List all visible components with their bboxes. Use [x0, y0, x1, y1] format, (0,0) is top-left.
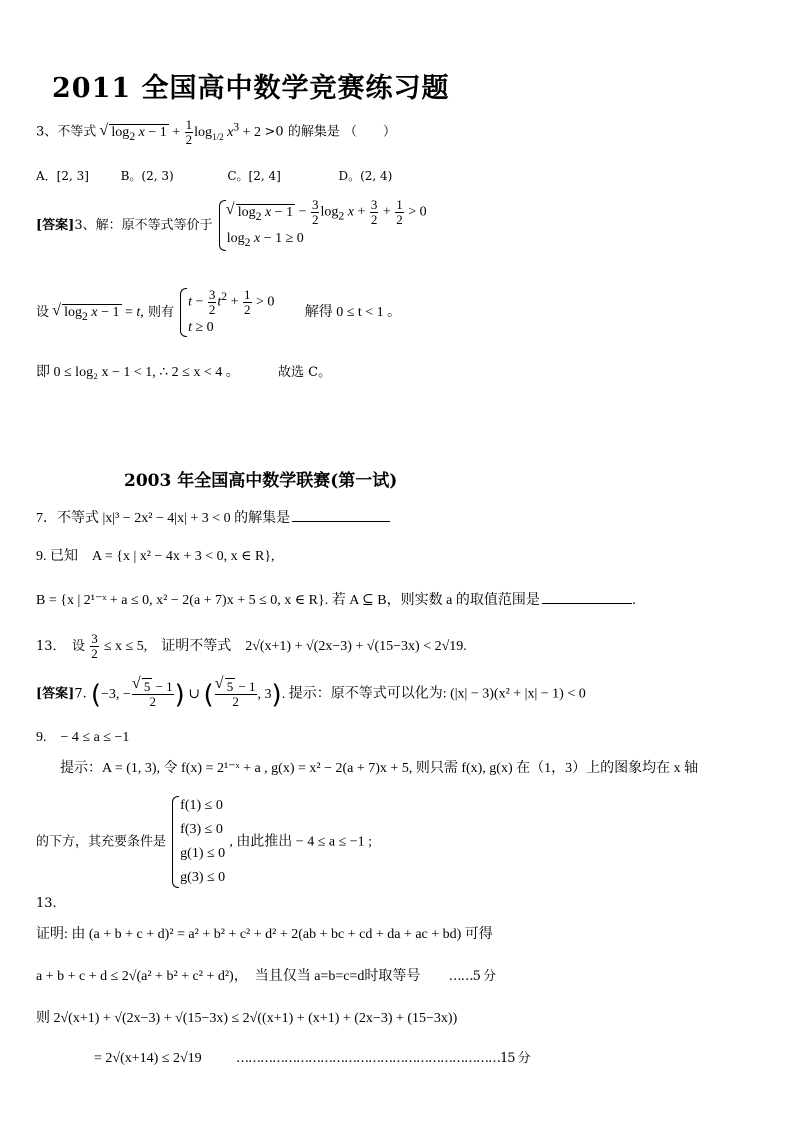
question-9-line2: B = {x | 2¹⁻ˣ + a ≤ 0, x² − 2(a + 7)x + 5 ≤ 0, x ∈ R}. 若 A ⊆ B，则实数 a 的取值范围是 . [36, 593, 636, 608]
question-13-text: ≤ x ≤ 5, 证明不等式 2√(x+1) + √(2x−3) + √(15−3x) < 2√19. [103, 639, 467, 654]
proof-identity: 证明: 由 (a + b + c + d)² = a² + b² + c² + d² + 2(ab + bc + cd + da + ac + bd) 可得 [36, 927, 493, 942]
condition-system [170, 794, 225, 890]
answer-13-inequality [36, 970, 495, 984]
answer-9 [36, 731, 129, 745]
answer-7-hint: 提示：原不等式可以化为: (|x| − 3)(x² + |x| − 1) < 0 [288, 686, 586, 702]
question-9-set-b: B = {x | 2¹⁻ˣ + a ≤ 0, x² − 2(a + 7)x + 5 ≤ 0, x ∈ R}. 若 A ⊆ B，则实数 a 的取值范围是 [36, 593, 540, 608]
choice-result: 故选 C。 [278, 365, 332, 380]
final-inequality: = 2√(x+14) ≤ 2√19 [94, 1051, 202, 1066]
answer-13-number: 13. [36, 896, 57, 911]
answer-9-result: 9. − 4 ≤ a ≤ −1 [36, 730, 130, 745]
answer-7-interval: (−3, − √ $\frac{5 - 1}{2}$ ) ∪ ( √ $\frac{5 - 1}{2}$ , 3). [91, 687, 289, 702]
condition-f3: f(3) ≤ 0 [180, 822, 223, 837]
question-13-intro: 13． 设 [36, 639, 86, 654]
question-13: 13． 设 $\frac{3}{2}$ ≤ x ≤ 5, 证明不等式 2√(x+1) + √(2x−3) + √(15−3x) < 2√19. [36, 631, 467, 661]
answer-3 [36, 198, 427, 253]
answer-9-hint-text: 提示：A = (1, 3), 令 f(x) = 2¹⁻ˣ + a , g(x) = x² − 2(a + 7)x + 5, 则只需 f(x), g(x) 在（1，3）上的图象均在 x 轴 [60, 761, 699, 776]
answer-7 [36, 680, 586, 709]
option-d: D。(2, 4) [338, 169, 393, 183]
score-15: …………………………………………………………15 分 [235, 1051, 530, 1066]
answer-9-condition [36, 794, 372, 890]
answer-3-text: 3、解：原不等式等价于 [74, 218, 213, 234]
answer-13-final [94, 1052, 530, 1066]
score-5: ……5 分 [448, 969, 496, 984]
answer-9-hint [60, 762, 698, 776]
problem-3-tail: >0 的解集是 （ ） [264, 124, 396, 140]
problem-3 [36, 118, 396, 147]
answer-9-below: 的下方，其充要条件是 [36, 834, 167, 850]
apply-inequality: 则 2√(x+1) + √(2x−3) + √(15−3x) ≤ 2√((x+1) + (x+1) + (2x−3) + (15−3x)) [36, 1011, 458, 1026]
question-7 [36, 512, 390, 526]
set-label: 设 [36, 304, 50, 320]
answer-13-apply [36, 1012, 457, 1026]
condition-g1: g(1) ≤ 0 [180, 846, 226, 861]
answer-3-system: √ $\log_2 x - 1$ − $\frac{3}{2}$ $\log_2 x$ + $\frac{3}{2}$ + $\frac{1}{2}$ > 0 $\log_2 x - 1 \ge 0$ [217, 198, 427, 253]
question-9-text: 9. 已知 A = {x | x² − 4x + 3 < 0, x ∈ R}, [36, 549, 275, 564]
option-b: B。(2, 3) [120, 169, 174, 183]
problem-3-options [36, 170, 392, 182]
answer-7-number: 7. [74, 686, 87, 702]
section-title: 2003 年全国高中数学联赛(第一试) [124, 471, 398, 491]
solve-result: 解得 0 ≤ t < 1 。 [304, 304, 402, 320]
answer-label: [答案] [36, 686, 75, 702]
answer-13-proof [36, 928, 493, 942]
question-7-text: 7．不等式 |x|³ − 2x² − 4|x| + 3 < 0 的解集是 [36, 511, 291, 526]
answer-3-conclusion [36, 366, 331, 380]
option-a: A．[2, 3] [36, 169, 89, 183]
problem-3-intro: 3、不等式 [36, 124, 97, 140]
condition-f1: f(1) ≤ 0 [180, 798, 223, 813]
option-c: C。[2, 4] [227, 169, 281, 183]
question-9 [36, 550, 275, 564]
answer-blank [292, 521, 390, 522]
substitution-system: t − $\frac{3}{2}$ $t^2$ + $\frac{1}{2}$ > 0 t ≥ 0 [178, 286, 274, 339]
then-label: 则有 [147, 304, 174, 320]
conclusion-inequality: 即 0 ≤ log₂ x − 1 < 1, ∴ 2 ≤ x < 4 。 [36, 365, 240, 380]
answer-3-substitution: 设 √ $\log_2 x - 1 = t$, 则有 t − $\frac{3}{2}$ $t^2$ + $\frac{1}{2}$ > 0 t ≥ 0 解得 0 ≤ t < 1 。 [36, 286, 401, 339]
answer-blank [542, 603, 632, 604]
problem-3-expression: √ $\log_2 x - 1$ + $\frac{1}{2}$ $\log_{1/2} x^3 + 2$ [100, 125, 264, 140]
page-title: 2011 全国高中数学竞赛练习题 [52, 73, 450, 104]
answer-9-conclusion: , 由此推出 − 4 ≤ a ≤ −1 ; [229, 834, 373, 850]
answer-label: [答案] [36, 218, 75, 234]
condition-g3: g(3) ≤ 0 [180, 870, 226, 885]
cauchy-inequality: a + b + c + d ≤ 2√(a² + b² + c² + d²)， 当且仅当 a=b=c=d时取等号 [36, 969, 421, 984]
